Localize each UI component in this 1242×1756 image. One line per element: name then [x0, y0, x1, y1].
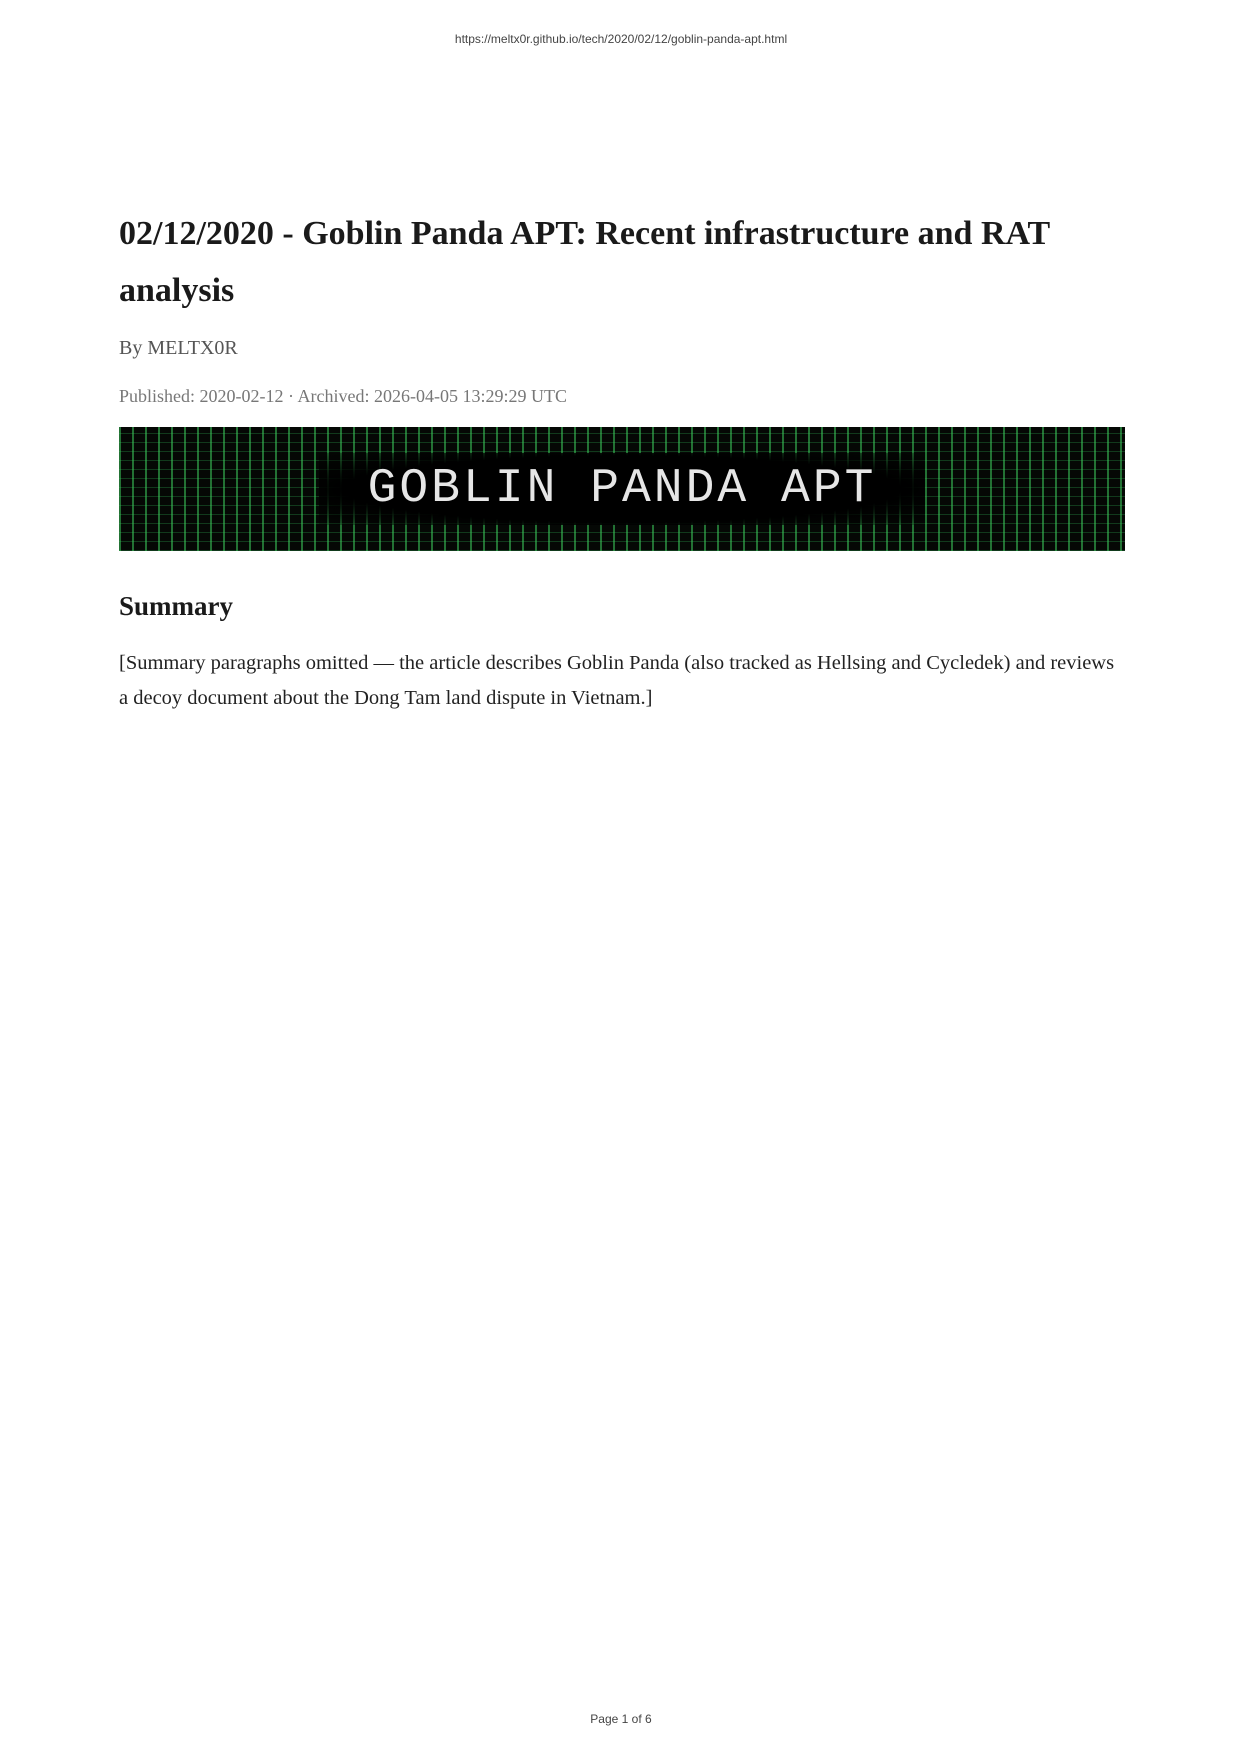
banner-plate: [319, 453, 925, 525]
banner-text: GOBLIN PANDA APT: [367, 462, 877, 516]
summary-placeholder: [Summary paragraphs omitted — the article describes Goblin Panda (also tracked as Hellsing and Cycledek) and reviews a decoy document about the Dong Tam land dispute in Vietnam.]: [119, 652, 1115, 709]
page-number: Page 1 of 6: [590, 1712, 652, 1726]
section-heading: Summary: [119, 591, 233, 621]
article: [119, 205, 1125, 738]
page-url: https://meltx0r.github.io/tech/2020/02/12/goblin-panda-apt.html: [454, 32, 788, 46]
article-meta: Published: 2020-02-12 · Archived: 2026-04-05 13:29:29 UTC: [119, 386, 567, 406]
article-title: 02/12/2020 - Goblin Panda APT: Recent infrastructure and RAT analysis: [119, 215, 1050, 309]
article-banner-image: [119, 427, 1125, 551]
article-byline: By MELTX0R: [119, 337, 238, 359]
